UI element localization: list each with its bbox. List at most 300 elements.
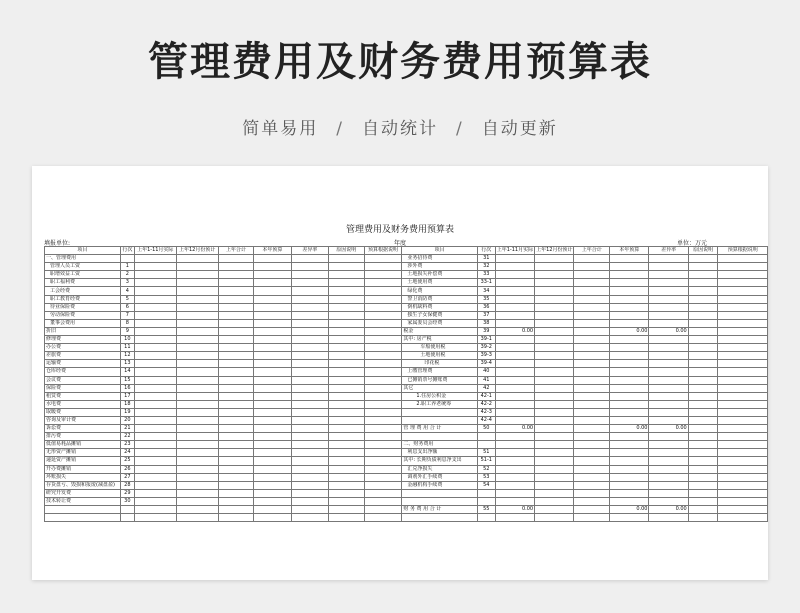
value-cell [254, 400, 291, 408]
value-cell [364, 497, 402, 505]
value-cell [328, 416, 364, 424]
value-cell [649, 514, 688, 522]
value-cell [610, 408, 649, 416]
row-item: 业务招待费 [402, 255, 478, 263]
value-cell [688, 311, 718, 319]
row-item: 土地使用费 [402, 279, 478, 287]
value-cell [574, 287, 610, 295]
value-cell [218, 408, 254, 416]
row-item: 待业保险费 [45, 303, 121, 311]
row-number: 2 [120, 271, 134, 279]
value-cell [495, 481, 534, 489]
row-number: 39-1 [477, 336, 495, 344]
row-number: 34 [477, 287, 495, 295]
value-cell [176, 416, 218, 424]
column-header: 差异率 [649, 247, 688, 255]
value-cell [134, 336, 176, 344]
value-cell [218, 425, 254, 433]
value-cell [134, 311, 176, 319]
value-cell [718, 514, 768, 522]
value-cell [495, 360, 534, 368]
value-cell [574, 319, 610, 327]
value-cell [134, 514, 176, 522]
row-number: 36 [477, 303, 495, 311]
table-row [45, 465, 768, 473]
value-cell [649, 465, 688, 473]
row-number: 25 [120, 457, 134, 465]
row-number: 27 [120, 473, 134, 481]
value-cell [649, 481, 688, 489]
value-cell [364, 352, 402, 360]
value-cell [718, 473, 768, 481]
value-cell [218, 255, 254, 263]
value-cell [574, 392, 610, 400]
value-cell [176, 376, 218, 384]
column-header: 上年1-11月实际 [496, 247, 534, 254]
value-cell [495, 376, 534, 384]
table-row [45, 271, 768, 279]
column-header: 原因说明 [688, 247, 718, 255]
value-cell [364, 263, 402, 271]
value-cell [610, 368, 649, 376]
value-cell [495, 489, 534, 497]
value-cell [688, 352, 718, 360]
row-number: 10 [120, 336, 134, 344]
value-cell [610, 360, 649, 368]
value-cell [254, 481, 291, 489]
value-cell: 0.00 [610, 425, 649, 433]
value-cell [291, 263, 328, 271]
value-cell [218, 319, 254, 327]
value-cell [134, 465, 176, 473]
row-number: 33 [477, 271, 495, 279]
value-cell [218, 271, 254, 279]
value-cell [291, 327, 328, 335]
value-cell [718, 327, 768, 335]
value-cell [291, 400, 328, 408]
value-cell [688, 506, 718, 514]
value-cell [574, 506, 610, 514]
value-cell [688, 287, 718, 295]
value-cell [254, 489, 291, 497]
value-cell [218, 336, 254, 344]
row-item: 坏账损失 [45, 473, 121, 481]
value-cell [328, 400, 364, 408]
row-number: 32 [477, 263, 495, 271]
value-cell [688, 449, 718, 457]
value-cell [134, 433, 176, 441]
value-cell [254, 416, 291, 424]
value-cell [364, 287, 402, 295]
value-cell [610, 449, 649, 457]
value-cell [254, 336, 291, 344]
value-cell [291, 287, 328, 295]
value-cell [610, 433, 649, 441]
value-cell [649, 344, 688, 352]
feature-tagline [0, 114, 800, 139]
value-cell: 0.00 [649, 425, 688, 433]
value-cell [574, 425, 610, 433]
value-cell [364, 489, 402, 497]
row-item [402, 514, 478, 522]
value-cell [254, 352, 291, 360]
row-item: 研究开发费 [45, 489, 121, 497]
value-cell [574, 352, 610, 360]
value-cell [291, 295, 328, 303]
value-cell [328, 271, 364, 279]
value-cell [649, 489, 688, 497]
row-item: 董事会费用 [45, 319, 121, 327]
row-number [477, 489, 495, 497]
value-cell [218, 433, 254, 441]
value-cell [718, 303, 768, 311]
value-cell [535, 400, 574, 408]
row-number: 15 [120, 376, 134, 384]
value-cell [649, 441, 688, 449]
row-number: 22 [120, 433, 134, 441]
value-cell [610, 295, 649, 303]
value-cell [218, 311, 254, 319]
value-cell [688, 303, 718, 311]
row-number: 19 [120, 408, 134, 416]
value-cell [328, 408, 364, 416]
feature-1: 简单易用 [242, 119, 319, 139]
row-number: 11 [120, 344, 134, 352]
row-item: 职增效益工资 [45, 271, 121, 279]
value-cell [649, 400, 688, 408]
row-item [402, 497, 478, 505]
value-cell [176, 457, 218, 465]
value-cell [291, 392, 328, 400]
row-number: 42-4 [477, 416, 495, 424]
row-number: 41 [477, 376, 495, 384]
value-cell [495, 295, 534, 303]
row-item: 其中: 长期负债利息净支出 [402, 457, 478, 465]
value-cell [134, 368, 176, 376]
value-cell [574, 473, 610, 481]
row-item: 职工福利费 [45, 279, 121, 287]
value-cell [649, 287, 688, 295]
row-item: 2.职工养老统筹 [402, 400, 478, 408]
table-row [45, 384, 768, 392]
value-cell [610, 287, 649, 295]
column-header: 预算根据说明 [364, 247, 402, 255]
row-item: 水电费 [45, 400, 121, 408]
row-item: 保险费 [45, 384, 121, 392]
value-cell [218, 279, 254, 287]
value-cell [218, 392, 254, 400]
column-header: 上年1-11月实际 [134, 247, 176, 255]
value-cell [291, 425, 328, 433]
value-cell [254, 449, 291, 457]
value-cell [649, 295, 688, 303]
row-number: 38 [477, 319, 495, 327]
value-cell: 0.00 [649, 506, 688, 514]
row-item: 劳动保险费 [45, 311, 121, 319]
value-cell [291, 376, 328, 384]
value-cell [291, 336, 328, 344]
value-cell [574, 327, 610, 335]
value-cell [688, 489, 718, 497]
value-cell [364, 449, 402, 457]
value-cell [291, 465, 328, 473]
value-cell [218, 360, 254, 368]
value-cell [134, 481, 176, 489]
value-cell [649, 352, 688, 360]
row-item: 财 务 费 用 合 计 [402, 506, 478, 514]
value-cell [718, 263, 768, 271]
value-cell [176, 327, 218, 335]
value-cell [688, 271, 718, 279]
value-cell [688, 457, 718, 465]
value-cell [134, 303, 176, 311]
value-cell [495, 433, 534, 441]
value-cell [495, 465, 534, 473]
value-cell [649, 311, 688, 319]
value-cell [535, 255, 574, 263]
row-item: 会议费 [45, 376, 121, 384]
value-cell [176, 506, 218, 514]
value-cell [176, 279, 218, 287]
value-cell [364, 319, 402, 327]
value-cell [176, 449, 218, 457]
row-number [120, 514, 134, 522]
row-item: 无形资产摊销 [45, 449, 121, 457]
row-item: 递延资产摊销 [45, 457, 121, 465]
row-number: 17 [120, 392, 134, 400]
table-row [45, 416, 768, 424]
feature-2: 自动统计 [362, 119, 438, 139]
value-cell [218, 327, 254, 335]
value-cell [328, 489, 364, 497]
value-cell [535, 376, 574, 384]
value-cell [328, 441, 364, 449]
value-cell [649, 473, 688, 481]
value-cell [176, 465, 218, 473]
value-cell [254, 457, 291, 465]
value-cell [218, 376, 254, 384]
value-cell [610, 376, 649, 384]
value-cell [291, 368, 328, 376]
value-cell [218, 514, 254, 522]
value-cell [574, 384, 610, 392]
value-cell [688, 255, 718, 263]
table-row [45, 295, 768, 303]
value-cell [495, 263, 534, 271]
value-cell [364, 465, 402, 473]
row-number: 51-1 [477, 457, 495, 465]
value-cell [364, 433, 402, 441]
row-item: 开办费摊销 [45, 465, 121, 473]
row-item: 土地损失补偿费 [402, 271, 478, 279]
table-row [45, 392, 768, 400]
table-row [45, 425, 768, 433]
value-cell [254, 279, 291, 287]
value-cell [574, 255, 610, 263]
row-number: 39-3 [477, 352, 495, 360]
value-cell [688, 327, 718, 335]
value-cell [291, 514, 328, 522]
value-cell [364, 271, 402, 279]
row-number [477, 433, 495, 441]
value-cell [718, 497, 768, 505]
value-cell [134, 376, 176, 384]
value-cell [291, 344, 328, 352]
value-cell [176, 360, 218, 368]
row-item: 租赁费 [45, 392, 121, 400]
value-cell [291, 441, 328, 449]
table-row [45, 279, 768, 287]
row-number: 39-4 [477, 360, 495, 368]
value-cell [176, 303, 218, 311]
table-row [45, 497, 768, 505]
row-item: 一、管理费用 [45, 255, 121, 263]
value-cell [218, 465, 254, 473]
value-cell [495, 408, 534, 416]
table-row [45, 303, 768, 311]
value-cell [254, 360, 291, 368]
value-cell [718, 368, 768, 376]
row-item: 咨询及审计费 [45, 416, 121, 424]
value-cell [218, 441, 254, 449]
value-cell [610, 311, 649, 319]
value-cell [254, 514, 291, 522]
row-item: 技术转让费 [45, 497, 121, 505]
value-cell [574, 400, 610, 408]
spreadsheet-preview [32, 166, 768, 580]
value-cell [176, 319, 218, 327]
value-cell [495, 449, 534, 457]
value-cell [291, 303, 328, 311]
value-cell [535, 425, 574, 433]
table-row [45, 489, 768, 497]
row-item: 修理费 [45, 336, 121, 344]
value-cell [495, 441, 534, 449]
value-cell [218, 489, 254, 497]
value-cell [134, 449, 176, 457]
value-cell: 0.00 [610, 327, 649, 335]
value-cell [328, 481, 364, 489]
value-cell [218, 506, 254, 514]
row-number: 14 [120, 368, 134, 376]
value-cell [218, 473, 254, 481]
value-cell [364, 303, 402, 311]
value-cell: 0.00 [649, 327, 688, 335]
value-cell [218, 287, 254, 295]
row-number: 4 [120, 287, 134, 295]
value-cell [574, 481, 610, 489]
row-number: 18 [120, 400, 134, 408]
value-cell [649, 279, 688, 287]
value-cell [688, 425, 718, 433]
row-item: 涉外费 [402, 263, 478, 271]
value-cell [328, 336, 364, 344]
value-cell [176, 263, 218, 271]
row-item: 已摊销票号摊账费 [402, 376, 478, 384]
value-cell [176, 481, 218, 489]
row-number: 42-3 [477, 408, 495, 416]
row-item: 家属委员会经费 [402, 319, 478, 327]
value-cell [718, 311, 768, 319]
value-cell [574, 489, 610, 497]
value-cell [328, 344, 364, 352]
value-cell [688, 295, 718, 303]
value-cell [176, 489, 218, 497]
value-cell [364, 506, 402, 514]
value-cell [495, 416, 534, 424]
value-cell [718, 319, 768, 327]
row-item: 二、财务费用 [402, 441, 478, 449]
value-cell [574, 368, 610, 376]
value-cell [364, 279, 402, 287]
value-cell [254, 425, 291, 433]
value-cell [574, 336, 610, 344]
row-number: 31 [477, 255, 495, 263]
value-cell [688, 344, 718, 352]
row-number: 39-2 [477, 344, 495, 352]
row-number: 53 [477, 473, 495, 481]
value-cell [328, 514, 364, 522]
value-cell [254, 311, 291, 319]
value-cell [134, 263, 176, 271]
value-cell [688, 360, 718, 368]
value-cell [574, 416, 610, 424]
value-cell [254, 368, 291, 376]
value-cell [218, 368, 254, 376]
value-cell [688, 336, 718, 344]
value-cell [535, 368, 574, 376]
value-cell [718, 392, 768, 400]
row-item: 利息支出净额 [402, 449, 478, 457]
value-cell [218, 303, 254, 311]
row-number: 5 [120, 295, 134, 303]
column-header: 上年合计 [218, 247, 254, 255]
value-cell [176, 392, 218, 400]
table-row [45, 408, 768, 416]
value-cell [610, 352, 649, 360]
value-cell [718, 279, 768, 287]
value-cell [649, 271, 688, 279]
value-cell [649, 392, 688, 400]
value-cell [718, 295, 768, 303]
column-header: 原因说明 [328, 247, 364, 255]
value-cell [610, 255, 649, 263]
value-cell [535, 327, 574, 335]
value-cell [610, 457, 649, 465]
value-cell [254, 255, 291, 263]
table-row [45, 344, 768, 352]
value-cell [364, 311, 402, 319]
row-item: 仓库经费 [45, 368, 121, 376]
value-cell [535, 514, 574, 522]
table-header-row [45, 247, 768, 255]
value-cell [649, 376, 688, 384]
value-cell [291, 416, 328, 424]
value-cell [649, 263, 688, 271]
value-cell [134, 327, 176, 335]
value-cell [254, 271, 291, 279]
value-cell [176, 441, 218, 449]
table-row [45, 263, 768, 271]
column-header: 本年预算 [254, 247, 291, 255]
row-item: 排污费 [45, 433, 121, 441]
value-cell [291, 271, 328, 279]
row-number [477, 497, 495, 505]
row-number [477, 441, 495, 449]
value-cell [649, 384, 688, 392]
value-cell [364, 376, 402, 384]
value-cell [134, 287, 176, 295]
